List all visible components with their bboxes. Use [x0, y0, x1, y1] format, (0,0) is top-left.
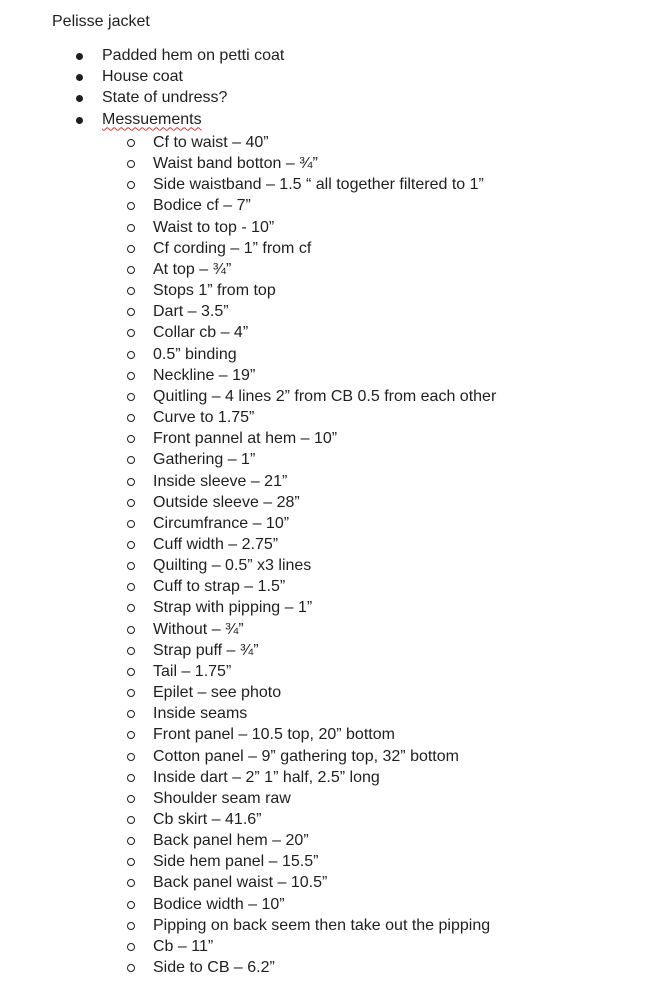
hollow-bullet-icon [127, 308, 135, 316]
list-item-text: Cb – 11” [153, 937, 214, 955]
hollow-bullet-icon [127, 139, 135, 147]
list-item-text: Padded hem on petti coat [102, 47, 285, 64]
hollow-bullet-icon [127, 668, 135, 676]
hollow-bullet-icon [127, 329, 135, 337]
hollow-bullet-icon [127, 202, 135, 210]
hollow-bullet-icon [127, 541, 135, 549]
list-item-text: Bodice width – 10” [153, 895, 285, 913]
list-item-text: Cf to waist – 40” [153, 134, 269, 151]
hollow-bullet-icon [127, 562, 135, 570]
list-item-text: Waist to top - 10” [153, 218, 275, 236]
list-item-text: Without – ¾” [153, 620, 244, 638]
hollow-bullet-icon [127, 879, 135, 887]
hollow-bullet-icon [127, 647, 135, 655]
list-item-text: Quilting – 0.5” x3 lines [153, 557, 312, 575]
list-item-text: Back panel hem – 20” [153, 832, 309, 850]
list-item-text: Inside dart – 2” 1” half, 2.5” long [153, 768, 380, 786]
hollow-bullet-icon [127, 372, 135, 380]
list-item-text: Side hem panel – 15.5” [153, 853, 319, 871]
list-item-text: House coat [102, 68, 183, 86]
list-item-text: Cf cording – 1” from cf [153, 239, 312, 257]
list-item-text: Cuff width – 2.75” [153, 535, 279, 553]
list-item-text: Side waistband – 1.5 “ all together filtered to 1” [153, 176, 484, 194]
hollow-bullet-icon [127, 604, 135, 612]
list-item-text: Bodice cf – 7” [153, 197, 251, 215]
hollow-bullet-icon [127, 710, 135, 718]
hollow-bullet-icon [127, 456, 135, 464]
list-item-text: 0.5” binding [153, 345, 237, 363]
filled-bullet-icon [76, 53, 83, 60]
list-item-text: Dart – 3.5” [153, 303, 229, 321]
filled-bullet-icon [76, 74, 83, 81]
list-item-text: Stops 1” from top [153, 282, 276, 300]
filled-bullet-icon [76, 117, 83, 124]
list-item-text: Collar cb – 4” [153, 324, 249, 342]
hollow-bullet-icon [127, 245, 135, 253]
list-item-text: Epilet – see photo [153, 684, 282, 702]
list-item-text: Front panel – 10.5 top, 20” bottom [153, 726, 395, 744]
hollow-bullet-icon [127, 224, 135, 232]
hollow-bullet-icon [127, 901, 135, 909]
list-item-text: Strap with pipping – 1” [153, 599, 313, 617]
hollow-bullet-icon [127, 816, 135, 824]
list-item-text: Side to CB – 6.2” [153, 959, 275, 977]
list-item-text: State of undress? [102, 89, 228, 107]
hollow-bullet-icon [127, 922, 135, 930]
list-item-text: Tail – 1.75” [153, 662, 232, 680]
hollow-bullet-icon [127, 181, 135, 189]
list-item-text: Neckline – 19” [153, 366, 256, 384]
list-item-text: Strap puff – ¾” [153, 641, 259, 659]
list-item-text: Gathering – 1” [153, 451, 256, 469]
hollow-bullet-icon [127, 626, 135, 634]
hollow-bullet-icon [127, 837, 135, 845]
list-item-text: Cotton panel – 9” gathering top, 32” bottom [153, 747, 459, 765]
hollow-bullet-icon [127, 351, 135, 359]
hollow-bullet-icon [127, 943, 135, 951]
hollow-bullet-icon [127, 478, 135, 486]
hollow-bullet-icon [127, 731, 135, 739]
hollow-bullet-icon [127, 858, 135, 866]
hollow-bullet-icon [127, 753, 135, 761]
list-item-text: Back panel waist – 10.5” [153, 874, 328, 892]
list-item-text: Front pannel at hem – 10” [153, 430, 338, 448]
hollow-bullet-icon [127, 435, 135, 443]
list-item-text: Shoulder seam raw [153, 789, 291, 807]
hollow-bullet-icon [127, 287, 135, 295]
list-item-text: Cuff to strap – 1.5” [153, 578, 286, 596]
list-item-text: Quitling – 4 lines 2” from CB 0.5 from each other [153, 387, 497, 405]
hollow-bullet-icon [127, 520, 135, 528]
list-item-text: Circumfrance – 10” [153, 514, 290, 532]
list-item-text: Waist band botton – ¾” [153, 155, 318, 173]
list-item-text: Inside seams [153, 705, 248, 723]
hollow-bullet-icon [127, 266, 135, 274]
list-item-text: Pipping on back seem then take out the pipping [153, 916, 491, 934]
list-item-text: Outside sleeve – 28” [153, 493, 300, 511]
document-title: Pelisse jacket [52, 13, 150, 30]
hollow-bullet-icon [127, 964, 135, 972]
list-item-text: Messuements [102, 110, 202, 128]
hollow-bullet-icon [127, 583, 135, 591]
hollow-bullet-icon [127, 393, 135, 401]
filled-bullet-icon [76, 95, 83, 102]
hollow-bullet-icon [127, 774, 135, 782]
list-item-text: Inside sleeve – 21” [153, 472, 288, 490]
hollow-bullet-icon [127, 499, 135, 507]
hollow-bullet-icon [127, 414, 135, 422]
list-item-text: Cb skirt – 41.6” [153, 811, 262, 828]
hollow-bullet-icon [127, 795, 135, 803]
list-item-text: Curve to 1.75” [153, 409, 255, 427]
list-item-text: At top – ¾” [153, 260, 232, 278]
hollow-bullet-icon [127, 160, 135, 168]
hollow-bullet-icon [127, 689, 135, 697]
